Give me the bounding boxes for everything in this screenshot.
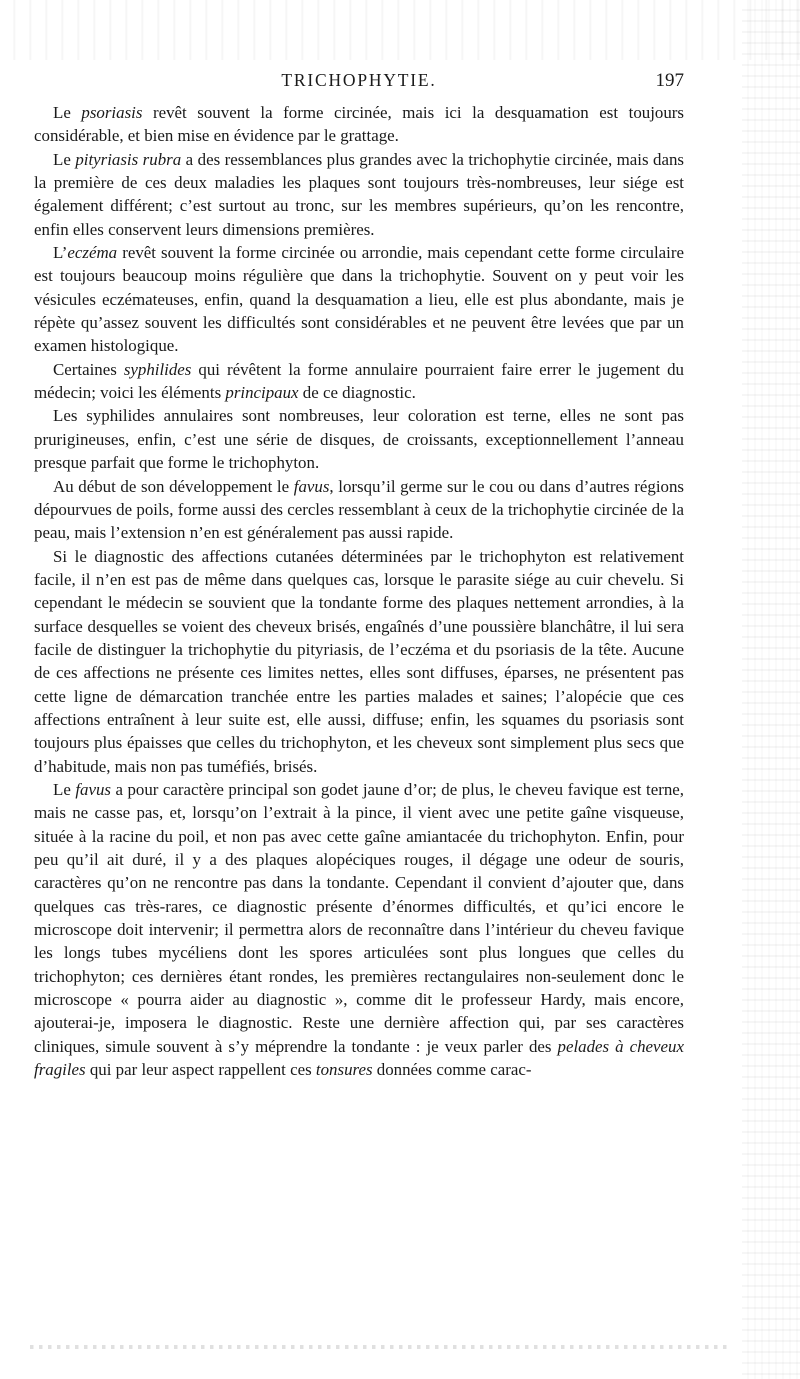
text-run: Au début de son développement le bbox=[53, 476, 294, 496]
italic-text: psoriasis bbox=[81, 103, 143, 122]
italic-text: syphilides bbox=[123, 359, 192, 379]
text-run: Les syphilides annulaires sont nombreuses, leur coloration est terne, elles ne sont pas prurigineuses, enfin, c’est une série de disques, de croissants, exceptionnellement l’anneau presque parfait que forme le trichophyton. bbox=[34, 406, 684, 473]
text-run: L’ bbox=[53, 243, 68, 263]
running-head: TRICHOPHYTIE. bbox=[281, 70, 437, 90]
text-run: a pour caractère principal son godet jaune d’or; de plus, le cheveu favique est terne, mais ne casse pas, et, lorsqu’on l’extrait à la pince, il vient avec une petite gaîne visqueuse, située à la racine du poil, et non pas avec cette gaîne amiantacée du trichophyton. Enfin, pour peu qu’il ait duré, il y a des plaques alopéciques rouges, il dégage une odeur de souris, caractères qu’on ne rencontre pas dans la tondante. Cependant il convient d’ajouter que, dans quelques cas très-rares, ce diagnostic présente d’énormes difficultés, et qu’ici encore le microscope doit intervenir; il permettra alors de reconnaître dans l’intérieur du cheveu favique les longs tubes mycéliens dont les spores articulées sont plus longues que celles du trichophyton; ces dernières étant rondes, les premières rectangulaires non-seulement donc le microscope « pourra aider au diagnostic », comme dit le professeur Hardy, mais encore, ajouterai-je, imposera le diagnostic. Reste une dernière affection qui, par ses caractères cliniques, simule souvent à s’y méprendre la tondante : je veux parler des bbox=[34, 779, 684, 1056]
page-header bbox=[34, 70, 684, 96]
text-run: a des ressemblances plus grandes avec la trichophytie circinée, mais dans la première de ces deux maladies les plaques sont toujours très-nombreuses, leur siége est également différent; c’est surtout au tronc, sur les membres supérieurs, qu’on les rencontre, enfin elles conservent leurs dimensions premières. bbox=[34, 149, 685, 239]
page-number: 197 bbox=[655, 70, 684, 91]
italic-text: tonsures bbox=[315, 1060, 373, 1080]
text-run: de ce diagnostic. bbox=[298, 383, 416, 403]
paragraph bbox=[34, 778, 684, 1081]
body-text bbox=[34, 101, 684, 1081]
paragraph bbox=[34, 475, 684, 545]
text-run: qui révêtent la forme annulaire pourraient faire errer le jugement du médecin; voici les éléments bbox=[34, 359, 684, 403]
paragraph bbox=[34, 101, 684, 148]
text-run: revêt souvent la forme circinée, mais ici la desquamation est toujours considérable, et bien mise en évidence par le grattage. bbox=[34, 103, 684, 146]
text-run: Certaines bbox=[53, 359, 124, 379]
italic-text: favus bbox=[293, 476, 330, 496]
text-run: données comme carac- bbox=[372, 1060, 532, 1080]
paragraph bbox=[34, 404, 684, 474]
italic-text: pelades à cheveux fragiles bbox=[34, 1036, 684, 1080]
text-run: Le bbox=[53, 103, 82, 122]
paragraph bbox=[34, 241, 684, 358]
scan-noise-top bbox=[0, 0, 800, 60]
paragraph bbox=[34, 148, 684, 241]
text-run: Si le diagnostic des affections cutanées déterminées par le trichophyton est relativement facile, il n’en est pas de même dans quelques cas, lorsque le parasite siége au cuir chevelu. Si cependant le médecin se souvient que la tondante forme des plaques nettement arrondies, à la surface desquelles se voient des cheveux brisés, engaînés d’une poussière blanchâtre, il lui sera facile de distinguer la trichophytie du pityriasis, de l’eczéma et du psoriasis de la tête. Aucune de ces affections ne présente ces limites nettes, elles sont diffuses, éparses, ne présentent pas cette ligne de démarcation tranchée entre les parties malades et saines; l’alopécie que ces affections entraînent à leur suite est, elle aussi, diffuse; enfin, les squames du psoriasis sont toujours plus épaisses que celles du trichophyton, et les cheveux sont simplement plus secs que d’habitude, mais non pas tuméfiés, brisés. bbox=[34, 546, 684, 776]
italic-text: favus bbox=[75, 779, 111, 799]
text-run: Le bbox=[53, 149, 76, 169]
scan-noise-bottom bbox=[30, 1345, 730, 1349]
italic-text: eczéma bbox=[67, 243, 118, 263]
paragraph bbox=[34, 358, 684, 405]
italic-text: pityriasis rubra bbox=[75, 149, 182, 169]
text-run: revêt souvent la forme circinée ou arrondie, mais cependant cette forme circulaire est toujours beaucoup moins régulière que dans la trichophytie. Souvent on y peut voir les vésicules eczémateuses, enfin, quand la desquamation a lieu, elle est plus abondante, mais je répète qu’assez souvent les difficultés sont considérables et ne peuvent être levées que par un examen histologique. bbox=[34, 243, 684, 356]
scan-noise-right-margin bbox=[742, 0, 800, 1379]
text-run: , lorsqu’il germe sur le cou ou dans d’autres régions dépourvues de poils, forme aussi des cercles ressemblant à ceux de la trichophytie circinée de la peau, mais l’extension n’en est généralement pas aussi rapide. bbox=[34, 476, 684, 543]
text-run: Le bbox=[53, 779, 76, 799]
paragraph bbox=[34, 545, 684, 778]
italic-text: principaux bbox=[225, 383, 299, 403]
text-run: qui par leur aspect rappellent ces bbox=[85, 1060, 316, 1080]
